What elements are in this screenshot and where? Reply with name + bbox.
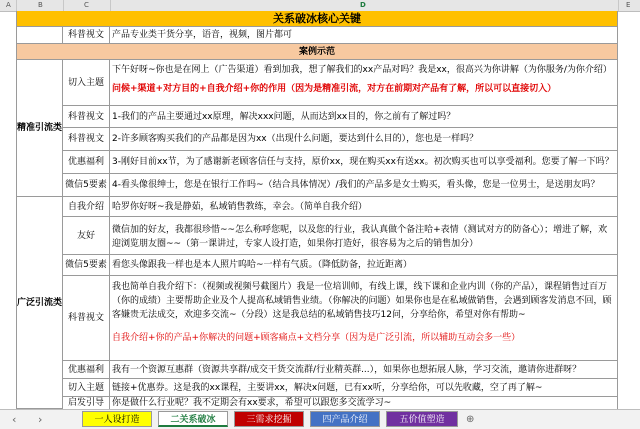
row-text: 客嫌贵无法成交，欢迎多交流~（分段）这是我总结的私域销售技巧12问，分享给你，希望对你有帮助~ [112, 310, 526, 320]
next-sheet-icon[interactable]: › [38, 413, 43, 426]
row-label[interactable]: 启发引导 [63, 397, 110, 409]
tab-persona[interactable]: 一人设打造 [82, 411, 152, 427]
row-text: 微信加的好友，我都很珍惜~~怎么称呼您呢，以及您的行业，我认真做个备注哈+表情（测试对方的防备心）；增进了解，欢 [112, 225, 608, 235]
page-title[interactable]: 关系破冰核心关键 [16, 11, 618, 27]
row-text: （你的成绩）主要帮助企业及个人提高私域销售业绩。（你解决的问题）如果你也是在私域做销售，会遇到顾客发消息不回，顾 [112, 296, 612, 306]
row-text[interactable]: 我有一个资源互惠群（资源共享群/成交干货交流群/行业精英群...），如果你也想拓展人脉，学习交流，邀请你进群呀？ [110, 361, 618, 379]
category-precise-traffic[interactable]: 精准引流类 [16, 60, 63, 197]
row-text: 下午好呀~你也是在网上（广告渠道）看到加我，想了解我们的xx产品对吗？我是xx，很高兴为你讲解（为你服务/为你介绍） [112, 65, 612, 75]
row-content[interactable] [110, 276, 618, 361]
prev-sheet-icon[interactable]: ‹ [12, 413, 17, 426]
column-a[interactable]: A [6, 1, 11, 9]
row-label[interactable]: 微信5要素 [63, 255, 110, 276]
overview-label[interactable]: 科普视文 [63, 27, 110, 44]
column-b[interactable]: B [38, 1, 43, 9]
row-red-note: 问候+渠道+对方目的+自我介绍+你的作用（因为是精准引流，对方在前期对产品有了解，所以可以直接切入） [112, 84, 557, 94]
tab-needs[interactable]: 三需求挖掘 [234, 411, 304, 427]
column-c[interactable]: C [84, 1, 89, 9]
tab-product[interactable]: 四产品介绍 [310, 411, 380, 427]
case-header[interactable]: 案例示范 [16, 44, 618, 60]
row-text[interactable]: 1-我们的产品主要通过xx原理，解决xxx问题，从而达到xx目的，你之前有了解过吗？ [110, 106, 618, 128]
row-label[interactable]: 优惠福利 [63, 151, 110, 174]
row-text[interactable]: 链接+优惠券。这是我的xx课程，主要讲xx，解决x问题，已有xx听，分享给你，可以先收藏，空了再了解~ [110, 379, 618, 397]
row-text[interactable]: 2-许多顾客购买我们的产品都是因为xx（出现什么问题，要达到什么目的），您也是一样吗？ [110, 128, 618, 151]
row-label[interactable]: 切入主题 [63, 379, 110, 397]
row-text[interactable]: 哈罗你好呀~我是静茹，私域销售教练，幸会。（简单自我介绍） [110, 197, 618, 217]
spreadsheet-grid [0, 11, 640, 409]
row-label[interactable]: 科普视文 [63, 276, 110, 361]
row-red-note: 自我介绍+你的产品+你解决的问题+顾客痛点+文档分享（因为是广泛引流，所以辅助互动会多一些） [112, 333, 521, 343]
row-text[interactable]: 4-看头像很绅士，您是在银行工作吗~（结合具体情况）/我们的产品多是女士购买，看头像，您是一位男士，是送朋友吗？ [110, 174, 618, 197]
row-label[interactable]: 切入主题 [63, 60, 110, 106]
blank-cell[interactable] [16, 27, 63, 44]
row-text[interactable]: 看您头像跟我一样也是本人照片呜哈~一样有气质。（降低防备，拉近距离） [110, 255, 618, 276]
row-label[interactable]: 科普视文 [63, 128, 110, 151]
row-label[interactable]: 微信5要素 [63, 174, 110, 197]
column-d[interactable]: D [360, 1, 366, 9]
row-text[interactable]: 你是做什么行业呢？我不定期会有xx要求，希望可以跟您多交流学习~ [110, 397, 618, 409]
add-sheet-icon[interactable]: ⊕ [466, 414, 475, 425]
row-text[interactable]: 3-刚好目前xx节，为了感谢新老顾客信任与支持，原价xx，现在购买xx有送xx。初次购买也可以享受福利。您要了解一下吗？ [110, 151, 618, 174]
row-label[interactable]: 友好 [63, 217, 110, 255]
sheet-tab-bar [0, 409, 640, 429]
column-e[interactable]: E [626, 1, 631, 9]
row-label[interactable]: 优惠福利 [63, 361, 110, 379]
row-text: 我也简单自我介绍下：（视频或视频号截图片）我是一位培训师，有线上课，线下课和企业内训（你的产品），课程销售过百万 [112, 282, 608, 292]
row-label[interactable]: 自我介绍 [63, 197, 110, 217]
row-text: 迎浏览朋友圈~~（第一课讲过，专家人设打造，如果你打造好，很容易为之后的销售加分） [112, 239, 479, 249]
row-content[interactable] [110, 60, 618, 106]
row-content[interactable] [110, 217, 618, 255]
tab-value[interactable]: 五价值塑造 [386, 411, 458, 427]
row-label[interactable]: 科普视文 [63, 106, 110, 128]
overview-text[interactable]: 产品专业类干货分享，语音，视频，图片都可 [110, 27, 618, 44]
category-broad-traffic[interactable]: 广泛引流类 [16, 197, 63, 409]
tab-icebreak[interactable]: 二关系破冰 [158, 411, 228, 427]
